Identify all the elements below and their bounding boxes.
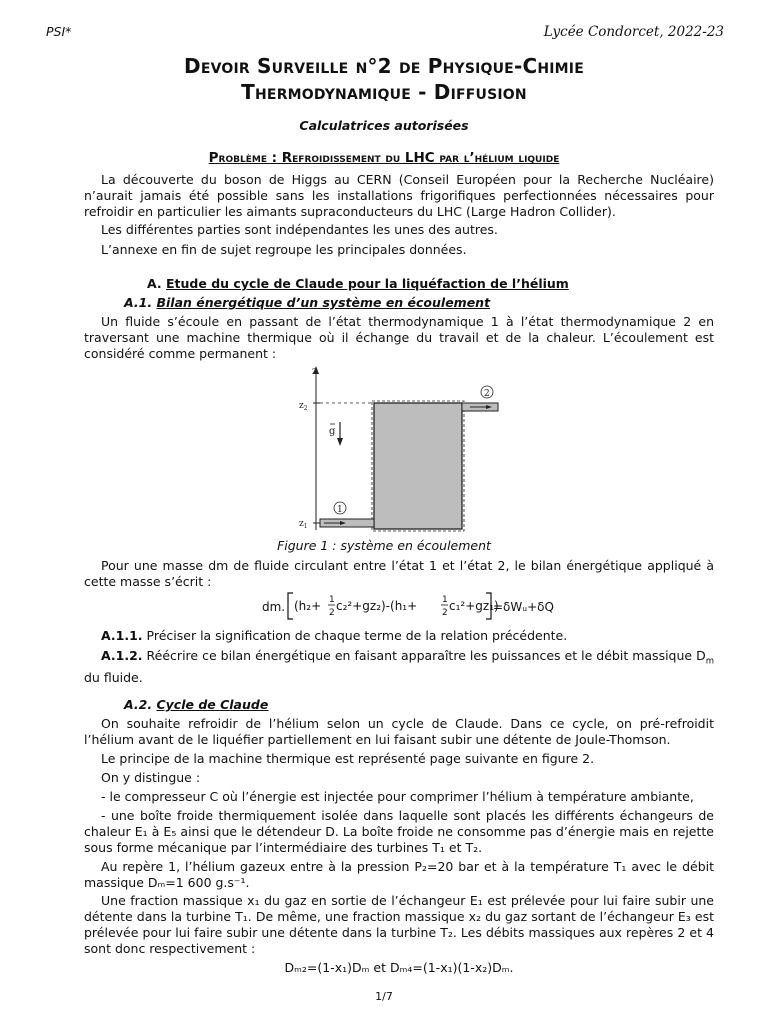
- a2-mass-flow-relations: Dₘ₂=(1-x₁)Dₘ et Dₘ₄=(1-x₁)(1-x₂)Dₘ.: [284, 960, 514, 975]
- a2-paragraph-5: - une boîte froide thermiquement isolée dans laquelle sont placés les différents échangeurs de chaleur E₁ à E₅ ainsi que le détendeur D. La boîte froide ne consomme pas d’énergie mais en rejette sous forme mécanique par l’intermédiaire des turbines T₁ et T₂.: [84, 808, 714, 855]
- question-a1-2-text-b: du fluide.: [84, 669, 143, 685]
- formula-prefix: dm.: [262, 600, 286, 614]
- state-2-label: 2: [484, 389, 490, 399]
- half-1-den: 2: [329, 608, 335, 618]
- section-a2-heading: [124, 697, 268, 712]
- question-a1-2-text-a: Réécrire ce bilan énergétique en faisant apparaître les puissances et le débit massique D: [146, 648, 706, 663]
- half-1-num: 1: [329, 595, 335, 605]
- section-a1-title: Bilan énergétique d’un système en écoulement: [156, 295, 491, 310]
- a2-paragraph-3: On y distingue :: [101, 770, 201, 785]
- header-school: Lycée Condorcet, 2022-23: [543, 24, 724, 40]
- a1-paragraph: Un fluide s’écoule en passant de l’état thermodynamique 1 à l’état thermodynamique 2 en traversant une machine thermique où il échange du travail et de la chaleur. L’écoulement est considéré comme permanent :: [84, 314, 714, 361]
- section-a1-number: A.1.: [124, 295, 153, 310]
- section-a1-heading: [124, 295, 490, 310]
- intro-paragraph-2: Les différentes parties sont indépendantes les unes des autres.: [101, 222, 498, 237]
- title-line-1: Devoir Surveille n°2 de Physique-Chimie: [184, 54, 584, 78]
- left-bracket: [288, 593, 293, 619]
- section-a-number: A.: [147, 276, 162, 291]
- half-2-den: 2: [442, 608, 448, 618]
- page-number: 1/7: [375, 990, 393, 1003]
- question-a1-2-number: A.1.2.: [101, 648, 143, 663]
- formula-rhs: =δWᵤ+δQ: [493, 600, 554, 614]
- section-a2-title: Cycle de Claude: [156, 697, 269, 712]
- a2-paragraph-7: Une fraction massique x₁ du gaz en sortie de l’échangeur E₁ est prélevée pour lui faire subir une détente dans la turbine T₁. De même, une fraction massique x₂ du gaz sortant de l’échangeur E₃ est prélevée pour lui faire subir une détente dans la turbine T₂. Les débits massiques aux repères 2 et 4 sont donc respectivement :: [84, 893, 714, 956]
- a2-paragraph-2: Le principe de la machine thermique est représenté page suivante en figure 2.: [101, 751, 595, 766]
- intro-paragraph-3: L’annexe en fin de sujet regroupe les principales données.: [101, 242, 467, 257]
- question-a1-2-sub: m: [705, 656, 714, 667]
- formula-part1: (h₂+: [294, 599, 322, 613]
- section-a-title: Etude du cycle de Claude pour la liquéfaction de l’hélium: [166, 276, 569, 291]
- a2-paragraph-4: - le compresseur C où l’énergie est injectée pour comprimer l’hélium à température ambiante,: [101, 789, 694, 804]
- bilan-intro-paragraph: Pour une masse dm de fluide circulant entre l’état 1 et l’état 2, le bilan énergétique appliqué à cette masse s’écrit :: [84, 558, 714, 589]
- section-a-heading: [147, 276, 569, 291]
- problem-title: Problème : Refroidissement du LHC par l’hélium liquide: [208, 150, 560, 166]
- g-label: g: [329, 426, 336, 437]
- state-1-label: 1: [337, 505, 343, 515]
- machine-box: [374, 403, 462, 529]
- a2-paragraph-6: Au repère 1, l’hélium gazeux entre à la pression P₂=20 bar et à la température T₁ avec le débit massique Dₘ=1 600 g.s⁻¹.: [84, 859, 714, 890]
- title-line-2: Thermodynamique - Diffusion: [241, 80, 527, 104]
- intro-paragraph-1: La découverte du boson de Higgs au CERN (Conseil Européen pour la Recherche Nucléaire) n’aurait jamais été possible sans les installations frigorifiques perfectionnées nécessaires pour refroidir en particulier les aimants supraconducteurs du LHC (Large Hadron Collider).: [84, 172, 714, 219]
- flow-system-figure: [292, 362, 500, 536]
- question-a1-1-number: A.1.1.: [101, 628, 143, 643]
- section-a2-number: A.2.: [124, 697, 153, 712]
- question-a1-1-text: Préciser la signification de chaque terme de la relation précédente.: [146, 628, 568, 643]
- z2-label: $z_2$: [299, 401, 308, 412]
- energy-balance-formula: [262, 590, 562, 622]
- question-a1-1: [84, 628, 714, 644]
- a2-paragraph-1: On souhaite refroidir de l’hélium selon un cycle de Claude. Dans ce cycle, on pré-refroidit l’hélium avant de le liquéfier partiellement en lui faisant subir une détente de Joule-Thomson.: [84, 716, 714, 747]
- half-2-num: 1: [442, 595, 448, 605]
- calculators-note: Calculatrices autorisées: [299, 118, 469, 133]
- g-vector-arrowhead: [337, 438, 343, 446]
- z1-label: $z_1$: [299, 519, 308, 530]
- question-a1-2: [84, 648, 714, 686]
- formula-part2: c₂²+gz₂)-(h₁+: [336, 599, 418, 613]
- formula-part3: c₁²+gz₁): [449, 599, 499, 613]
- z-axis-label: z: [312, 366, 318, 377]
- figure-1-caption: Figure 1 : système en écoulement: [277, 538, 491, 553]
- header-class: PSI*: [46, 24, 72, 39]
